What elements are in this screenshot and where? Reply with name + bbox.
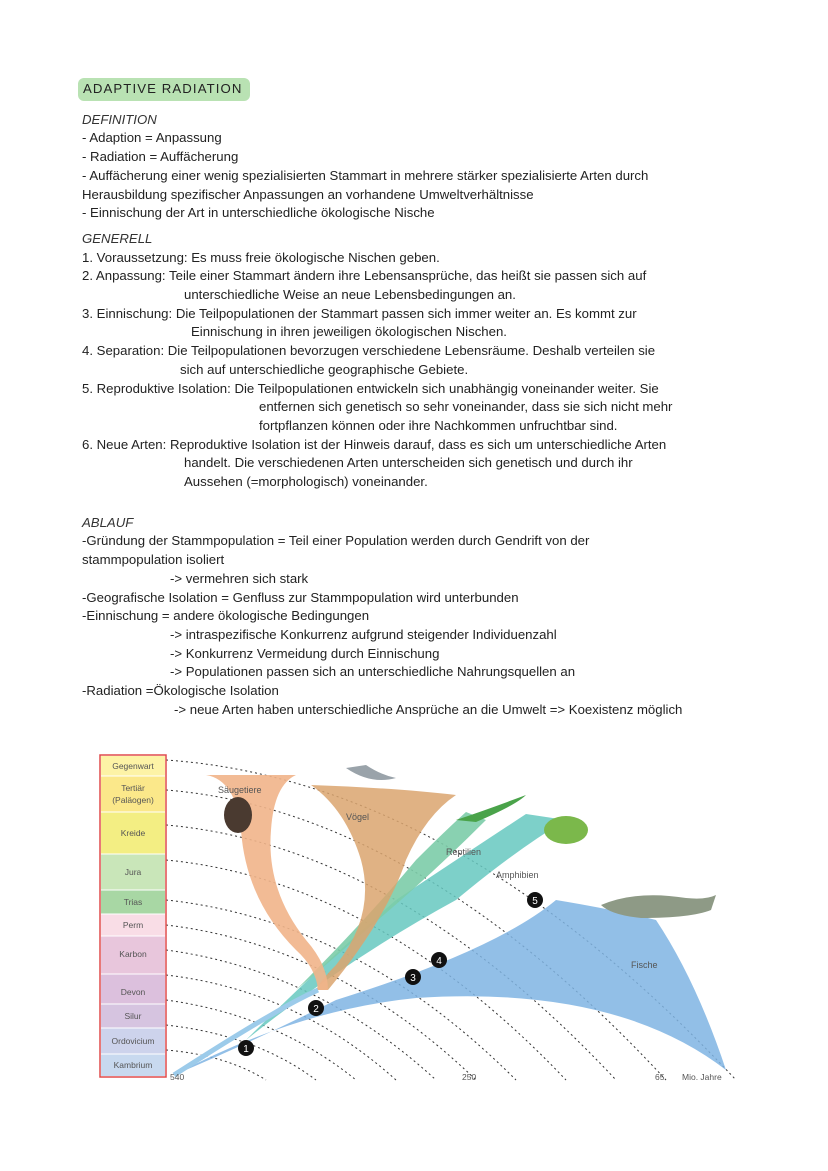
generell-item-3: 3. Einnischung: Die Teilpopulationen der Stammart passen sich immer weiter an. Es kommt zur bbox=[82, 305, 637, 321]
generell-block bbox=[82, 249, 802, 492]
period-label: Devon bbox=[120, 987, 146, 997]
marker-1-label: 1 bbox=[243, 1044, 249, 1055]
ablauf-line: -Einnischung = andere ökologische Bedingungen bbox=[82, 608, 370, 624]
definition-line: - Auffächerung einer wenig spezialisierten Stammart in mehrere stärker spezialisierte Arten durch bbox=[82, 167, 649, 183]
marker-2-label: 2 bbox=[313, 1004, 319, 1015]
generell-item-3-cont: Einnischung in ihren jeweiligen ökologischen Nischen. bbox=[191, 324, 507, 340]
generell-item-6-cont: handelt. Die verschiedenen Arten unterscheiden sich genetisch und durch ihr bbox=[184, 455, 633, 471]
bird-icon bbox=[346, 765, 396, 780]
ablauf-heading: ABLAUF bbox=[82, 514, 134, 530]
ablauf-line: -> Konkurrenz Vermeidung durch Einnischung bbox=[170, 645, 440, 661]
period-column bbox=[100, 755, 166, 1077]
generell-item-4-cont: sich auf unterschiedliche geographische Gebiete. bbox=[180, 361, 469, 377]
marker-3-label: 3 bbox=[410, 973, 416, 984]
period-label: Karbon bbox=[119, 949, 147, 959]
frog-icon bbox=[544, 816, 588, 844]
group-label-birds: Vögel bbox=[346, 812, 370, 822]
period-label: Kreide bbox=[120, 828, 146, 838]
generell-heading: GENERELL bbox=[82, 230, 153, 246]
page-title: ADAPTIVE RADIATION bbox=[78, 78, 250, 101]
monkey-icon bbox=[224, 797, 252, 833]
period-label: Silur bbox=[124, 1011, 142, 1021]
definition-line: - Radiation = Auffächerung bbox=[82, 149, 239, 165]
ablauf-line: stammpopulation isoliert bbox=[82, 552, 225, 568]
period-label: Trias bbox=[123, 897, 143, 907]
fish-branch bbox=[174, 900, 726, 1075]
definition-block bbox=[82, 129, 802, 223]
generell-item-5-cont: entfernen sich genetisch so sehr voneinander, dass sie sich nicht mehr bbox=[259, 399, 673, 415]
group-label-amphibians: Amphibien bbox=[496, 870, 539, 880]
generell-item-2-cont: unterschiedliche Weise an neue Lebensbedingungen an. bbox=[184, 287, 516, 303]
group-label-reptiles: Reptilien bbox=[446, 847, 482, 857]
definition-line: - Adaption = Anpassung bbox=[82, 130, 222, 146]
group-label-fish: Fische bbox=[631, 960, 658, 970]
period-label: Ordovicium bbox=[111, 1036, 155, 1046]
ablauf-line: -> intraspezifische Konkurrenz aufgrund steigender Individuenzahl bbox=[170, 626, 557, 642]
definition-heading: DEFINITION bbox=[82, 111, 157, 127]
axis-tick: 65 bbox=[655, 1072, 665, 1082]
generell-item-4: 4. Separation: Die Teilpopulationen bevorzugen verschiedene Lebensräume. Deshalb verteilen sie bbox=[82, 343, 656, 359]
time-axis bbox=[170, 1072, 722, 1082]
period-label: Gegenwart bbox=[112, 761, 154, 771]
definition-line: - Einnischung der Art in unterschiedliche ökologische Nische bbox=[82, 205, 435, 221]
group-label-mammals: Säugetiere bbox=[218, 785, 262, 795]
ablauf-block bbox=[82, 532, 802, 719]
period-cell-tertiaer bbox=[101, 776, 165, 812]
marker-5-label: 5 bbox=[532, 896, 538, 907]
ablauf-line: -> neue Arten haben unterschiedliche Ansprüche an die Umwelt => Koexistenz möglich bbox=[174, 701, 683, 717]
generell-item-5-cont: fortpflanzen können oder ihre Nachkommen unfruchtbar sind. bbox=[259, 417, 618, 433]
generell-item-2: 2. Anpassung: Teile einer Stammart ändern ihre Lebensansprüche, das heißt sie passen sich auf bbox=[82, 268, 647, 284]
generell-item-5: 5. Reproduktive Isolation: Die Teilpopulationen entwickeln sich unabhängig voneinander weiter. Sie bbox=[82, 380, 659, 396]
ablauf-line: -> Populationen passen sich an unterschiedliche Nahrungsquellen an bbox=[170, 664, 576, 680]
lizard-icon bbox=[456, 795, 526, 822]
generell-item-1: 1. Voraussetzung: Es muss freie ökologische Nischen geben. bbox=[82, 249, 440, 265]
definition-line: Herausbildung spezifischer Anpassungen an vorhandene Umweltverhältnisse bbox=[82, 186, 534, 202]
period-label: Perm bbox=[122, 920, 144, 930]
document-page bbox=[82, 78, 802, 720]
animal-illustrations bbox=[224, 765, 716, 918]
ablauf-line: -> vermehren sich stark bbox=[170, 570, 309, 586]
stem-branch bbox=[174, 990, 318, 1075]
ablauf-line: -Geografische Isolation = Genfluss zur Stammpopulation wird unterbunden bbox=[82, 589, 519, 605]
period-label: (Paläogen) bbox=[112, 795, 154, 805]
ablauf-line: -Radiation =Ökologische Isolation bbox=[82, 683, 279, 699]
marker-4-label: 4 bbox=[436, 956, 442, 967]
period-label: Kambrium bbox=[113, 1060, 153, 1070]
period-label: Jura bbox=[124, 867, 142, 877]
axis-tick: 540 bbox=[170, 1072, 185, 1082]
ablauf-line: -Gründung der Stammpopulation = Teil einer Population werden durch Gendrift von der bbox=[82, 533, 590, 549]
generell-item-6: 6. Neue Arten: Reproduktive Isolation ist der Hinweis darauf, dass es sich um unterschiedliche Arten bbox=[82, 436, 667, 452]
axis-tick: 250 bbox=[462, 1072, 477, 1082]
axis-unit: Mio. Jahre bbox=[682, 1072, 722, 1082]
period-label: Tertiär bbox=[121, 783, 145, 793]
generell-item-6-cont: Aussehen (=morphologisch) voneinander. bbox=[184, 474, 428, 490]
radiation-diagram bbox=[96, 750, 746, 1090]
mammal-branch bbox=[206, 775, 328, 990]
